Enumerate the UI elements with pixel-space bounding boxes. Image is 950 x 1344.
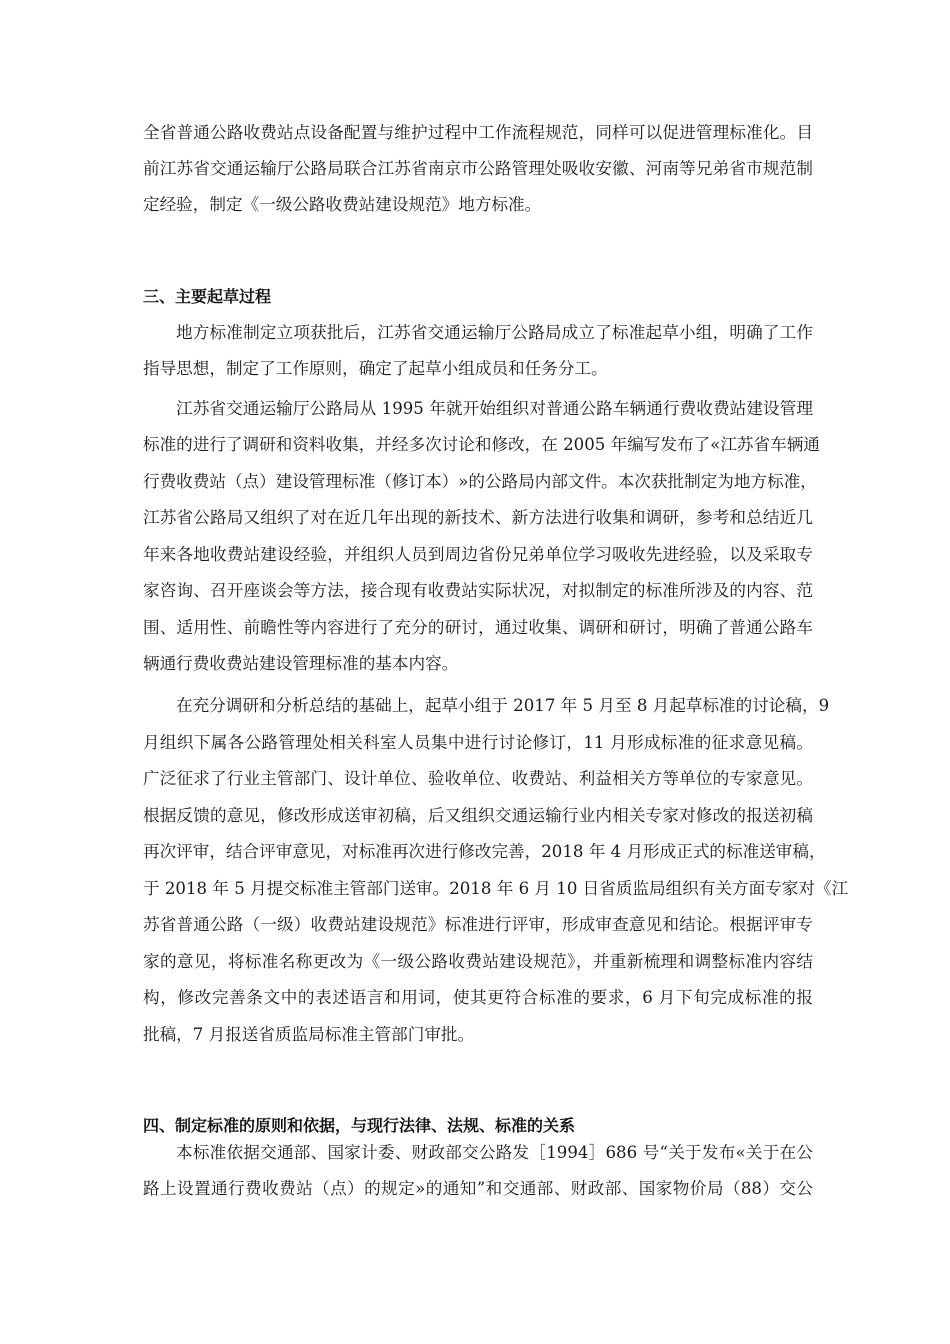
s3-p2-line-2: 标准的进行了调研和资料收集，并经多次讨论和修改，在 2005 年编写发布了«江苏省车辆通 bbox=[143, 435, 820, 454]
s3-p3-line-4: 根据反馈的意见，修改形成送审初稿，后又组织交通运输行业内相关专家对修改的报送初稿 bbox=[143, 806, 813, 825]
s4-p1-line-1: 本标准依据交通部、国家计委、财政部交公路发［1994］686 号“关于发布«关于在公 bbox=[176, 1143, 813, 1162]
s3-p3-line-7: 苏省普通公路（一级）收费站建设规范》标准进行评审，形成审查意见和结论。根据评审专 bbox=[143, 915, 813, 934]
s3-p2-line-1: 江苏省交通运输厅公路局从 1995 年就开始组织对普通公路车辆通行费收费站建设管理 bbox=[176, 399, 813, 418]
s3-p1-line-2: 指导思想，制定了工作原则，确定了起草小组成员和任务分工。 bbox=[143, 359, 608, 378]
intro-line-1: 全省普通公路收费站点设备配置与维护过程中工作流程规范，同样可以促进管理标准化。目 bbox=[143, 123, 813, 142]
s3-p2-line-6: 家咨询、召开座谈会等方法，接合现有收费站实际状况，对拟制定的标准所涉及的内容、范 bbox=[143, 581, 813, 600]
s3-p2-line-5: 年来各地收费站建设经验，并组织人员到周边省份兄弟单位学习吸收先进经验，以及采取专 bbox=[143, 545, 813, 564]
s3-p2-line-3: 行费收费站（点）建设管理标准（修订本）»的公路局内部文件。本次获批制定为地方标准， bbox=[143, 472, 817, 491]
s3-p3-line-5: 再次评审，结合评审意见，对标准再次进行修改完善，2018 年 4 月形成正式的标准送审稿， bbox=[143, 842, 826, 861]
s3-p3-line-3: 广泛征求了行业主管部门、设计单位、验收单位、收费站、利益相关方等单位的专家意见。 bbox=[143, 769, 813, 788]
s3-p3-line-1: 在充分调研和分析总结的基础上，起草小组于 2017 年 5 月至 8 月起草标准的讨论稿，9 bbox=[176, 696, 830, 715]
s4-p1-line-2: 路上设置通行费收费站（点）的规定»的通知”和交通部、财政部、国家物价局（88）交公 bbox=[143, 1179, 813, 1198]
s3-p3-line-9: 构，修改完善条文中的表述语言和用词，使其更符合标准的要求，6 月下旬完成标准的报 bbox=[143, 988, 813, 1007]
s3-p3-line-6: 于 2018 年 5 月提交标准主管部门送审。2018 年 6 月 10 日省质监局组织有关方面专家对《江 bbox=[143, 879, 849, 898]
section-4-heading: 四、制定标准的原则和依据，与现行法律、法规、标准的关系 bbox=[143, 1116, 576, 1135]
intro-line-3: 定经验，制定《一级公路收费站建设规范》地方标准。 bbox=[143, 195, 542, 214]
s3-p2-line-8: 辆通行费收费站建设管理标准的基本内容。 bbox=[143, 654, 459, 673]
s3-p3-line-8: 家的意见，将标准名称更改为《一级公路收费站建设规范》，并重新梳理和调整标准内容结 bbox=[143, 952, 813, 971]
s3-p2-line-4: 江苏省公路局又组织了对在近几年出现的新技术、新方法进行收集和调研，参考和总结近几 bbox=[143, 508, 813, 527]
section-3-heading: 三、主要起草过程 bbox=[143, 287, 272, 306]
s3-p1-line-1: 地方标准制定立项获批后，江苏省交通运输厅公路局成立了标准起草小组，明确了工作 bbox=[176, 323, 813, 342]
s3-p3-line-10: 批稿，7 月报送省质监局标准主管部门审批。 bbox=[143, 1025, 475, 1044]
s3-p2-line-7: 围、适用性、前瞻性等内容进行了充分的研讨，通过收集、调研和研讨，明确了普通公路车 bbox=[143, 618, 813, 637]
intro-line-2: 前江苏省交通运输厅公路局联合江苏省南京市公路管理处吸收安徽、河南等兄弟省市规范制 bbox=[143, 159, 813, 178]
s3-p3-line-2: 月组织下属各公路管理处相关科室人员集中进行讨论修订，11 月形成标准的征求意见稿。 bbox=[143, 733, 813, 752]
